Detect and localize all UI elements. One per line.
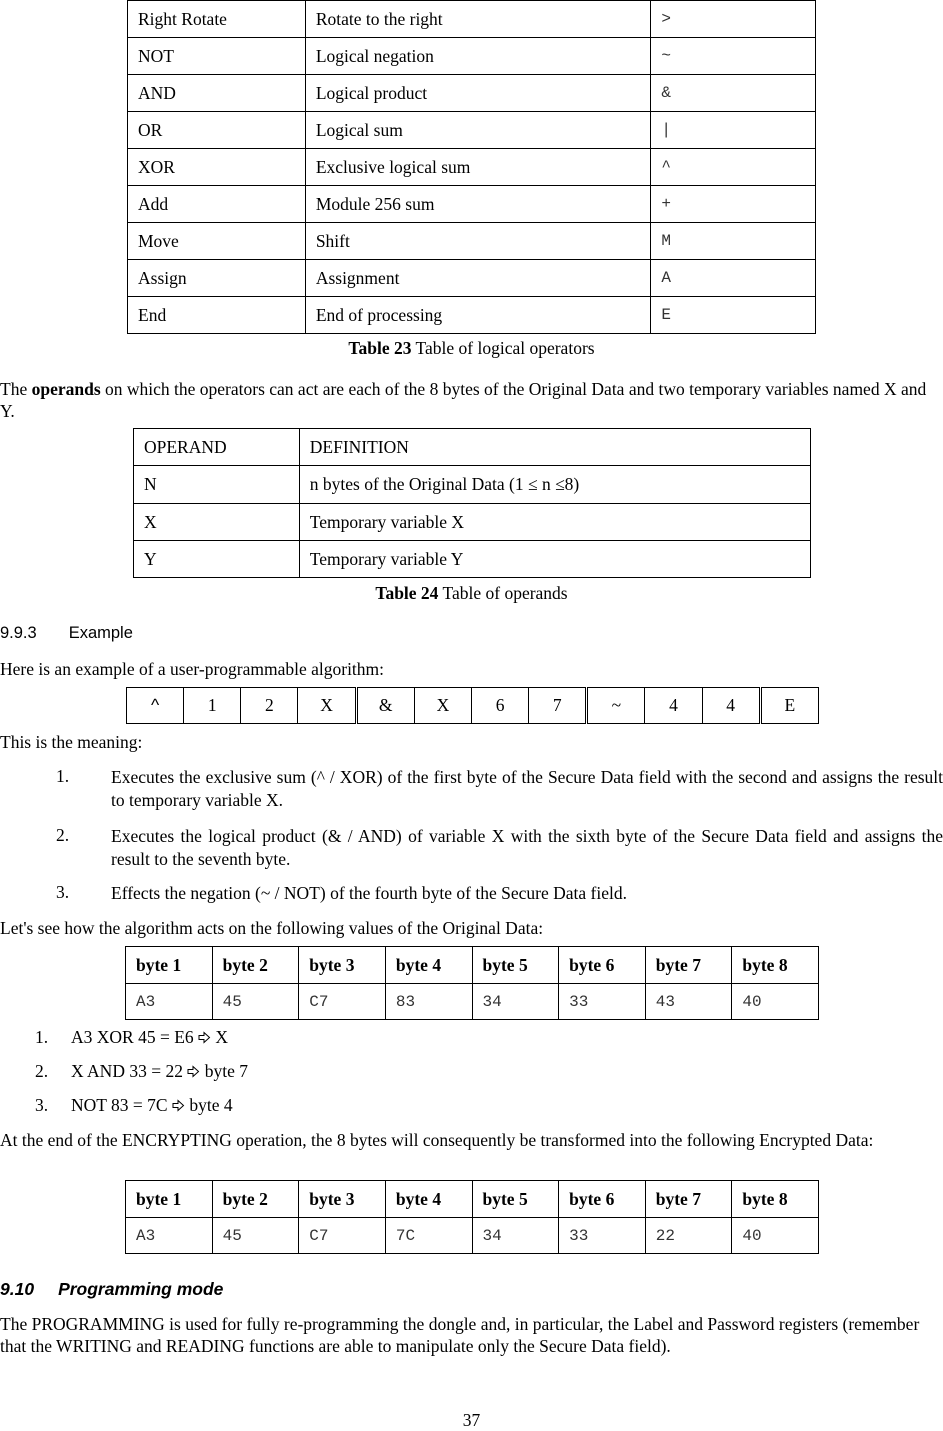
operators-table <box>127 0 816 334</box>
programming-paragraph: The PROGRAMMING is used for fully re-programming the dongle and, in particular, the Label and Password registers (remember that the WRITING and READING functions are able to manipulate only the Secure Data field). <box>0 1314 920 1356</box>
section-heading-example: 9.9.3 Example <box>0 624 133 642</box>
table-row: Y Temporary variable Y <box>134 541 811 578</box>
list-item: NOT 83 = 7C byte 4 <box>71 1095 233 1115</box>
table-row: N n bytes of the Original Data (1 ≤ n ≤8) <box>134 466 811 504</box>
table-header-row: OPERAND DEFINITION <box>134 429 811 466</box>
table-row: A3 45 C7 7C 34 33 22 40 <box>126 1218 819 1254</box>
algorithm-table <box>126 687 819 724</box>
list-item: X AND 33 = 22 byte 7 <box>71 1061 248 1081</box>
table-row: A3 45 C7 83 34 33 43 40 <box>126 984 819 1020</box>
table-24-caption: Table 24 Table of operands <box>375 583 568 603</box>
encrypted-intro: At the end of the ENCRYPTING operation, the 8 bytes will consequently be transformed into the following Encrypted Data: <box>0 1130 874 1150</box>
table-row: ^ 1 2 X & X 6 7 ~ 4 4 E <box>127 688 819 724</box>
original-intro: Let's see how the algorithm acts on the following values of the Original Data: <box>0 918 544 938</box>
table-row: XOR Exclusive logical sum ^ <box>128 149 816 186</box>
encrypted-data-table <box>125 1180 819 1254</box>
meaning-intro: This is the meaning: <box>0 732 143 752</box>
list-item: A3 XOR 45 = E6 X <box>71 1027 229 1047</box>
table-header-row: byte 1 byte 2 byte 3 byte 4 byte 5 byte 6 byte 7 byte 8 <box>126 1181 819 1218</box>
list-item-number: 2. <box>56 825 70 845</box>
arrow-right-icon <box>172 1099 185 1112</box>
section-heading-programming: 9.10 Programming mode <box>0 1279 224 1299</box>
list-item-number: 2. <box>35 1061 49 1081</box>
original-data-table <box>125 946 819 1020</box>
table-row: AND Logical product & <box>128 75 816 112</box>
arrow-right-icon <box>198 1031 211 1044</box>
table-row: Right Rotate Rotate to the right > <box>128 1 816 38</box>
table-row: X Temporary variable X <box>134 504 811 541</box>
list-item: Effects the negation (~ / NOT) of the fourth byte of the Secure Data field. <box>111 883 627 903</box>
example-intro: Here is an example of a user-programmable algorithm: <box>0 659 385 679</box>
operands-table <box>133 428 811 578</box>
arrow-right-icon <box>187 1065 200 1078</box>
list-item: Executes the logical product (& / AND) of variable X with the sixth byte of the Secure Data field and assigns the result to the seventh byte. <box>111 826 943 869</box>
operands-paragraph: The operands on which the operators can act are each of the 8 bytes of the Original Data and two temporary variables named X and Y. <box>0 379 927 421</box>
table-header-row: byte 1 byte 2 byte 3 byte 4 byte 5 byte 6 byte 7 byte 8 <box>126 947 819 984</box>
table-row: OR Logical sum | <box>128 112 816 149</box>
table-row: Add Module 256 sum + <box>128 186 816 223</box>
list-item-number: 3. <box>56 882 70 902</box>
table-row: Move Shift M <box>128 223 816 260</box>
table-23-caption: Table 23 Table of logical operators <box>348 338 595 358</box>
list-item-number: 3. <box>35 1095 49 1115</box>
list-item-number: 1. <box>56 766 70 786</box>
page-number: 37 <box>462 1410 481 1430</box>
table-row: NOT Logical negation ~ <box>128 38 816 75</box>
list-item: Executes the exclusive sum (^ / XOR) of the first byte of the Secure Data field with the second and assigns the result to temporary variable X. <box>111 767 943 810</box>
table-row: End End of processing E <box>128 297 816 334</box>
list-item-number: 1. <box>35 1027 49 1047</box>
table-row: Assign Assignment A <box>128 260 816 297</box>
